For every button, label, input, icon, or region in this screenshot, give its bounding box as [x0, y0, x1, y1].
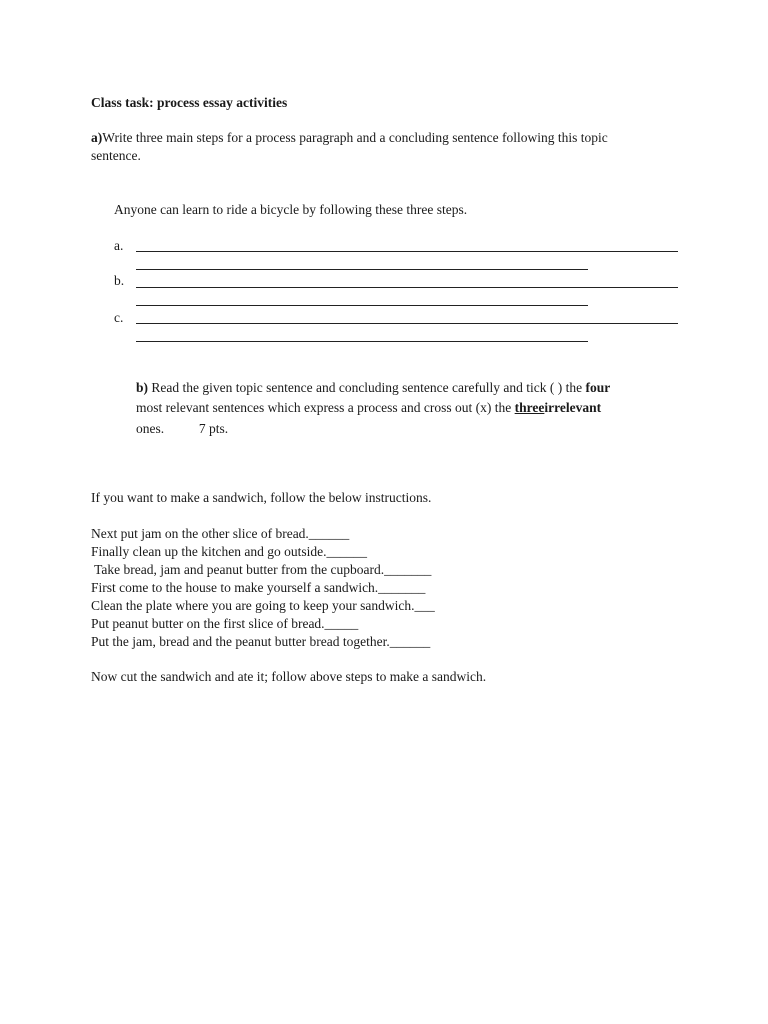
answer-label-c: c. [114, 310, 124, 325]
task-a-instruction: Write three main steps for a process paragraph and a concluding sentence following this topic [102, 130, 608, 145]
answer-line-b-2[interactable] [136, 305, 588, 306]
keyword-four: four [585, 380, 611, 395]
task-a-marker: a) [91, 130, 103, 145]
answer-label-a: a. [114, 238, 124, 253]
sentence-item: Finally clean up the kitchen and go outside.______ [91, 544, 367, 559]
task-b-line-2 [136, 400, 601, 416]
task-b-ones: ones. [136, 421, 165, 436]
sentence-item: Next put jam on the other slice of bread.______ [91, 526, 350, 541]
sentence-item: Put the jam, bread and the peanut butter bread together.______ [91, 634, 431, 649]
answer-line-a-2[interactable] [136, 269, 588, 270]
keyword-three: three [514, 400, 545, 415]
topic-sentence: Anyone can learn to ride a bicycle by following these three steps. [114, 202, 468, 217]
task-b-line-1 [136, 380, 610, 396]
task-b-instruction-1: Read the given topic sentence and concluding sentence carefully and tick ( ) the [151, 380, 583, 395]
task-b-line-3 [136, 421, 228, 437]
sentence-item: First come to the house to make yourself a sandwich._______ [91, 580, 426, 595]
concluding-sentence: Now cut the sandwich and ate it; follow above steps to make a sandwich. [91, 669, 487, 684]
instructions-intro: If you want to make a sandwich, follow the below instructions. [91, 490, 432, 505]
sentence-item: Clean the plate where you are going to keep your sandwich.___ [91, 598, 435, 613]
points-label: 7 pts. [198, 421, 229, 436]
sentence-item: Put peanut butter on the first slice of bread._____ [91, 616, 359, 631]
task-b-instruction-2: most relevant sentences which express a process and cross out (x) the [136, 400, 512, 415]
task-b-marker: b) [136, 380, 149, 395]
answer-label-b: b. [114, 273, 125, 288]
answer-line-a-1[interactable] [136, 251, 678, 252]
answer-line-b-1[interactable] [136, 287, 678, 288]
answer-line-c-2[interactable] [136, 341, 588, 342]
page-title: Class task: process essay activities [91, 95, 288, 110]
task-a-line-2: sentence. [91, 148, 141, 163]
answer-line-c-1[interactable] [136, 323, 678, 324]
keyword-irrelevant: irrelevant [544, 400, 602, 415]
sentence-item: Take bread, jam and peanut butter from the cupboard._______ [91, 562, 432, 577]
task-a-line-1 [91, 130, 608, 146]
